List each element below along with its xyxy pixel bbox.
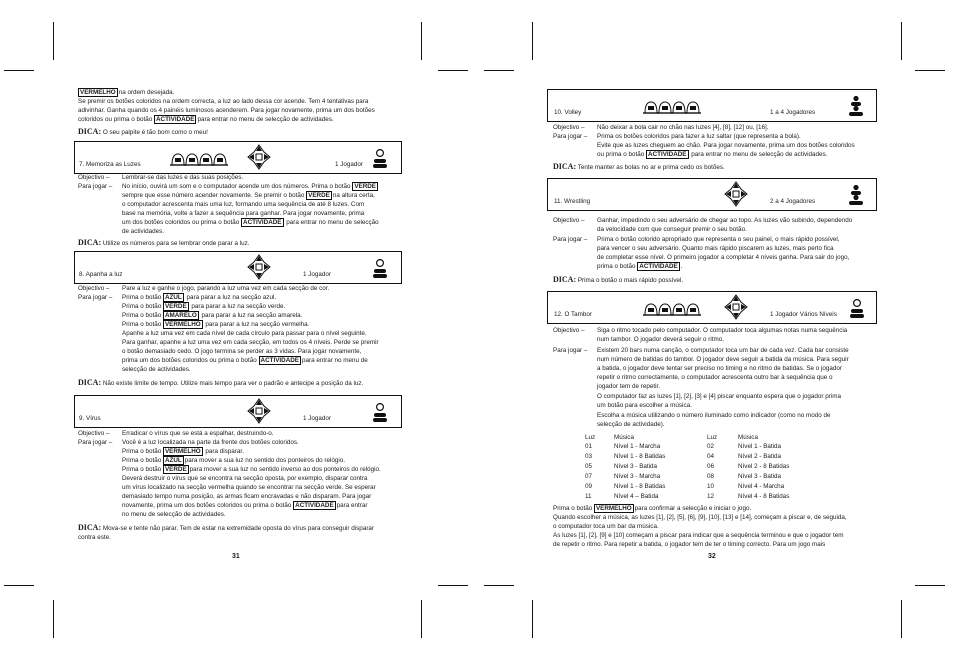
crop-mark: [915, 585, 945, 586]
dpad-icon: [724, 294, 748, 320]
play-line: de actividades.: [122, 228, 165, 235]
objective-text: Não deixar a bola cair no chão nas luzes [4], [8], [12] ou, [16].: [597, 124, 769, 131]
play-line: demasiado tempo numa posição, as armas ficam encravadas e não disparam. Para jogar: [122, 493, 372, 500]
tip: DICA: Utilize os números para se lembrar onde parar a luz.: [78, 238, 250, 247]
play-line: um botão para escolher a música.: [597, 402, 692, 409]
play-line: Prima o botão AZUL para parar a luz na secção azul.: [122, 294, 277, 301]
tip: DICA: Prima o botão o mais rápido possível.: [553, 275, 684, 284]
player-icon: [373, 149, 387, 169]
play-line: Prima o botão VERMELHO para disparar.: [122, 448, 244, 455]
table-cell: Nível 1 - 8 Batidas: [614, 453, 666, 460]
intro-line: VERMELHO na ordem desejada.: [80, 89, 175, 96]
objective-label: Objectivo –: [78, 430, 110, 437]
game-title: 10. Volley: [554, 109, 582, 116]
dpad-icon: [724, 181, 748, 207]
play-label: Para jogar –: [78, 439, 113, 446]
play-label: Para jogar –: [553, 236, 588, 243]
body-line: de repetir o ritmo. Para repetir a batida, o jogador tem de ter o timing correcto. Para um jogo mais: [553, 541, 826, 548]
objective-label: Objectivo –: [553, 217, 585, 224]
tip: DICA: O seu palpite é tão bom como o meu!: [78, 127, 208, 136]
table-cell: 04: [707, 453, 715, 460]
table-cell: Nível 1 - Batida: [738, 443, 782, 450]
play-line: num número de batidas do tambor. O jogador deve seguir a batida da música. Para seguir: [597, 356, 849, 363]
crop-mark: [532, 22, 533, 60]
play-line: selecção de actividades.: [122, 366, 191, 373]
play-line: novamente, prima um dos botões coloridos ou prima o botão ACTIVIDADE para entrar: [122, 502, 368, 509]
play-line: repetir o ritmo correctamente, o computador acrescenta outro bar à sequência que o: [597, 374, 833, 381]
play-line: Para ganhar, apanhe a luz uma vez em cada secção, em todos os 4 níveis. Perde se premir: [122, 339, 379, 346]
play-line: base na memória, volte a fazer a sequência para ganhar. Para jogar novamente, prima: [122, 210, 365, 217]
table-cell: 10: [707, 483, 715, 490]
crop-mark: [421, 22, 422, 60]
crop-mark: [4, 70, 34, 71]
table-cell: Nível 4 - Marcha: [738, 483, 785, 490]
play-line: Você é a luz localizada na parte da frente dos botões coloridos.: [122, 439, 299, 446]
crop-mark: [532, 600, 533, 638]
objective-text: Siga o ritmo tocado pelo computador. O computador toca algumas notas numa sequência: [597, 327, 848, 334]
dpad-icon: [247, 398, 271, 424]
players-icon: [848, 96, 864, 118]
player-count: 2 a 4 Jogadores: [770, 198, 816, 205]
player-count: 1 Jogador Vários Níveis: [770, 311, 837, 318]
play-line: o computador acrescenta mais uma luz, formando uma sequência de até 8 luzes. Com: [122, 201, 365, 208]
player-icon: [373, 403, 387, 423]
intro-line: adivinhar. Ganha quando os 4 painéis luminosos acenderem. Para jogar novamente, prima um dos botões: [78, 107, 375, 114]
page-number: 31: [232, 553, 240, 560]
table-header: Música: [614, 434, 634, 441]
table-cell: Nível 2 - Batida: [738, 453, 782, 460]
crop-mark: [421, 600, 422, 638]
game-header-10: [547, 89, 877, 122]
objective-text: Lembrar-se das luzes e das suas posições.: [122, 174, 244, 181]
crop-mark: [4, 585, 34, 586]
dpad-icon: [247, 144, 271, 170]
play-label: Para jogar –: [78, 294, 113, 301]
table-cell: Nível 3 - Batida: [738, 473, 782, 480]
play-label: Para jogar –: [553, 133, 588, 140]
table-header: Luz: [585, 434, 596, 441]
play-line: Prima o botão AMARELO para parar a luz na secção amarela.: [122, 312, 303, 319]
game-title: 11. Wrestling: [554, 198, 591, 205]
objective-label: Objectivo –: [553, 124, 585, 131]
table-cell: 08: [707, 473, 715, 480]
play-line: prima um dos botões coloridos ou prima o botão ACTIVIDADE para entrar no menu de: [122, 357, 368, 364]
table-cell: 05: [585, 463, 593, 470]
player-count: 1 Jogador: [335, 161, 364, 168]
table-cell: Nível 1 - 8 Batidas: [614, 483, 666, 490]
play-line: Escolha a música utilizando o número iluminado como indicador (como no modo de: [597, 412, 831, 419]
play-line: ou prima o botão ACTIVIDADE para entrar no menu de selecção de actividades.: [597, 151, 828, 158]
table-cell: 09: [585, 483, 593, 490]
key-label: VERMELHO: [80, 89, 116, 96]
table-cell: 11: [585, 493, 592, 500]
play-label: Para jogar –: [553, 347, 588, 354]
objective-label: Objectivo –: [78, 174, 110, 181]
table-cell: 07: [585, 473, 593, 480]
crop-mark: [53, 22, 54, 60]
play-line: o botão demasiado cedo. O jogo termina se perder as 3 vidas. Para jogar novamente,: [122, 348, 362, 355]
play-line: Deverá destruir o vírus que se encontra na secção oposta, por exemplo, disparar contra: [122, 475, 368, 482]
table-cell: Nível 4 - 8 Batidas: [738, 493, 790, 500]
dpad-icon: [247, 254, 271, 280]
play-line: Prima o botão VERDE para parar a luz na secção verde.: [122, 303, 286, 310]
play-line: Prima o botão colorido apropriado que representa o seu painel, o mais rápido possível,: [597, 236, 840, 243]
player-count: 1 a 4 Jogadores: [770, 109, 816, 116]
play-line: Prima o botão VERMELHO para parar a luz na secção vermelha.: [122, 321, 310, 328]
table-cell: 01: [585, 443, 593, 450]
crop-mark: [484, 585, 514, 586]
body-line: Prima o botão VERMELHO para confirmar a selecção e iniciar o jogo.: [553, 505, 752, 512]
table-header: Música: [738, 434, 758, 441]
play-line: No início, ouvirá um som e o computador acende um dos números. Prima o botão VERDE: [122, 183, 377, 190]
play-line: um vírus localizado na secção vermelha quando se encontrar na secção verde. Se esperar: [122, 484, 376, 491]
play-line: Prima o botão AZUL para mover a sua luz no sentido dos ponteiros do relógio.: [122, 457, 346, 464]
crop-mark: [438, 585, 468, 586]
game-title: 7. Memoriza as Luzes: [79, 161, 141, 168]
game-title: 9. Vírus: [79, 415, 101, 422]
play-line: O computador faz as luzes [1], [2], [3] e [4] piscar enquanto espera que o jogador prima: [597, 393, 841, 400]
intro-line: coloridos ou prima o botão ACTIVIDADE para entrar no menu de selecção de actividades.: [78, 116, 334, 123]
player-count: 1 Jogador: [303, 415, 332, 422]
play-line: selecção de actividade).: [597, 421, 665, 428]
table-cell: Nível 1 - Marcha: [614, 443, 661, 450]
play-line: Prima o botão VERDE para mover a sua luz no sentido inverso ao dos ponteiros do relógio.: [122, 466, 381, 473]
game-title: 12. O Tambor: [554, 311, 593, 318]
game-header-9: [74, 395, 402, 428]
play-line: sempre que esse número acender novamente. Se premir o botão VERDE na altura certa,: [122, 192, 375, 199]
game-header-8: [74, 251, 402, 284]
game-header-7: [74, 141, 402, 174]
objective-text: Ganhar, impedindo o seu adversário de chegar ao topo. As luzes vão subindo, dependendo: [597, 217, 853, 224]
game-header-12: [547, 291, 877, 324]
tip-continued: contra este.: [78, 534, 111, 541]
crop-mark: [484, 70, 514, 71]
objective-label: Objectivo –: [553, 327, 585, 334]
key-label: ACTIVIDADE: [155, 116, 195, 123]
objective-text: Erradicar o vírus que se está a espalhar, destruindo-o.: [122, 430, 274, 437]
table-cell: Nível 3 - Batida: [614, 463, 658, 470]
play-line: no menu de selecção de actividades.: [122, 511, 226, 518]
objective-label: Objectivo –: [78, 285, 110, 292]
table-cell: 02: [707, 443, 715, 450]
play-line: prima o botão ACTIVIDADE .: [597, 263, 683, 270]
body-line: o computador toca um bar da música.: [553, 523, 659, 530]
tip: DICA: Não existe limite de tempo. Utilize mais tempo para ver o padrão e antecipe a posição da luz.: [78, 378, 364, 387]
players-icon: [848, 185, 864, 207]
play-line: de completar esse nível. O primeiro jogador a completar 4 níveis ganha. Para sair do jogo,: [597, 254, 850, 261]
page-number: 32: [708, 553, 716, 560]
table-cell: Nível 4 – Batida: [614, 493, 659, 500]
table-cell: 12: [707, 493, 715, 500]
play-line: Existem 20 bars numa canção, o computador toca um bar de cada vez. Cada bar consiste: [597, 347, 849, 354]
play-line: a batida, o jogador deve tentar ser preciso no timing e no ritmo de batidas. Se o jogador: [597, 365, 843, 372]
play-label: Para jogar –: [78, 183, 113, 190]
objective-text: num tambor. O jogador deverá seguir o ritmo.: [597, 336, 725, 343]
game-title: 8. Apanha a luz: [79, 271, 123, 278]
intro-line: Se premir os botões coloridos na ordem correcta, a luz ao lado dessa cor acende. Tem 4 tentativas para: [78, 98, 369, 105]
tip: DICA: Tente manter as bolas no ar e prima cedo os botões.: [553, 162, 725, 171]
play-line: jogador tem de repetir.: [597, 383, 661, 390]
play-line: um dos botões coloridos ou prima o botão ACTIVIDADE para entrar no menu de selecção: [122, 219, 379, 226]
crop-mark: [53, 600, 54, 638]
play-line: Apanhe a luz uma vez em cada nível de cada círculo para passar para o nível seguinte.: [122, 330, 367, 337]
play-line: Evite que as luzes cheguem ao chão. Para jogar novamente, prima um dos botões coloridos: [597, 142, 855, 149]
play-line: Prima os botões coloridos para fazer a luz saltar (que representa a bola).: [597, 133, 801, 140]
player-icon: [850, 299, 864, 319]
table-cell: 06: [707, 463, 715, 470]
crop-mark: [438, 70, 468, 71]
game-header-11: [547, 178, 877, 211]
body-line: Quando escolher a música, as luzes [1], [2], [5], [6], [9], [10], [13] e [14], começam a piscar e, de seguida,: [553, 514, 847, 521]
helmets-icon: [171, 152, 227, 168]
table-cell: Nível 2 - 8 Batidas: [738, 463, 790, 470]
helmets-icon: [644, 100, 700, 116]
table-header: Luz: [707, 434, 718, 441]
player-count: 1 Jogador: [303, 271, 332, 278]
play-line: para vencer o seu adversário. Quanto mais rápido piscarem as luzes, mais perto fica: [597, 245, 834, 252]
objective-text: da velocidade com que conseguir premir o seu botão.: [597, 226, 747, 233]
objective-text: Pare a luz e ganhe o jogo, parando a luz uma vez em cada secção de cor.: [122, 285, 330, 292]
helmets-icon: [644, 302, 700, 318]
body-line: As luzes [1], [2], [9] e [10] começam a piscar para indicar que a sequência terminou e que o jogador tem: [553, 532, 844, 539]
table-cell: Nível 3 - Marcha: [614, 473, 661, 480]
crop-mark: [901, 600, 902, 638]
player-icon: [373, 259, 387, 279]
crop-mark: [901, 22, 902, 60]
tip: DICA: Mova-se e tente não parar. Tem de estar na extremidade oposta do vírus para conseguir disparar: [78, 523, 375, 532]
table-cell: 03: [585, 453, 593, 460]
crop-mark: [915, 70, 945, 71]
